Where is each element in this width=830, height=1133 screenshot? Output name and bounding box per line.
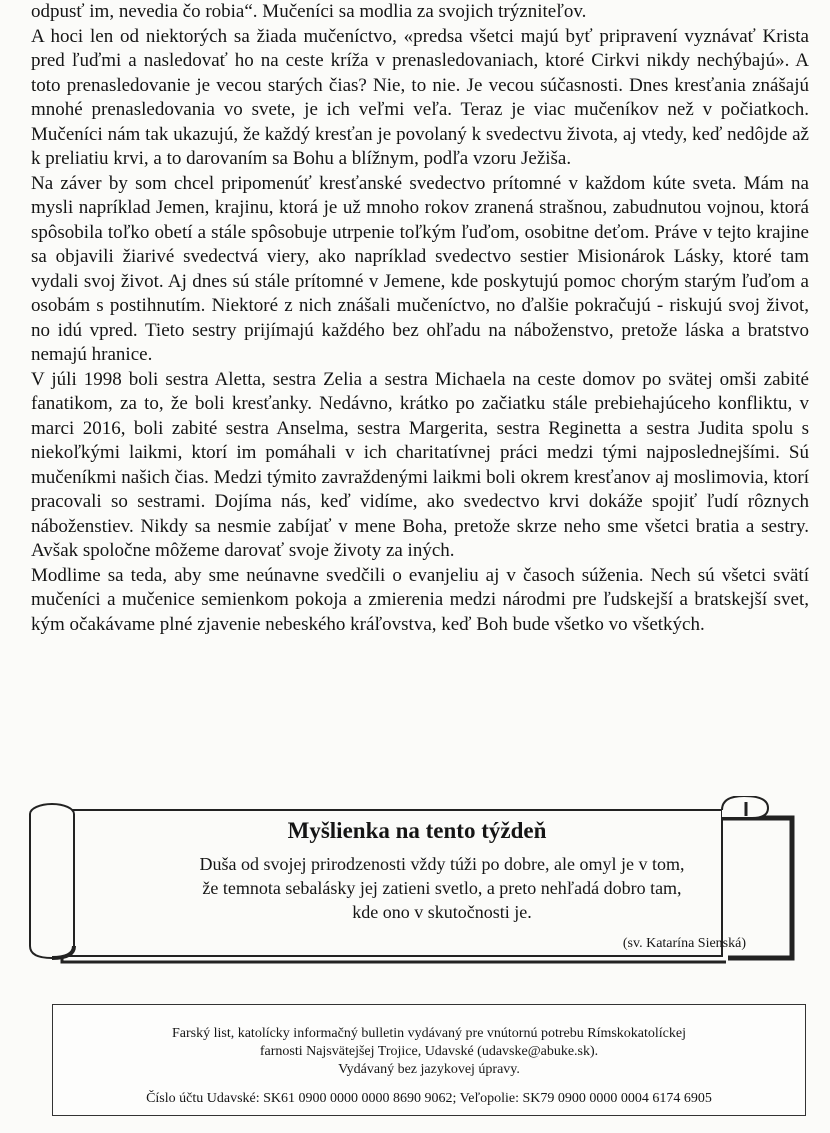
article-paragraph-3: Na záver by som chcel pripomenúť kresťanské svedectvo prítomné v každom kúte sveta. Mám na mysli napríklad Jemen, krajinu, ktorá je už mnoho rokov zranená strašnou, zabudnutou vojnou, ktorá spôsobila toľko obetí a stále spôsobuje utrpenie toľkým ľuďom, osobitne deťom. Práve v tejto krajine sa objavili žiarivé svedectvá viery, ako napríklad svedectvo sestier Misionárok Lásky, ktoré tam vydali svoj život. Aj dnes sú stále prítomné v Jemene, kde poskytujú pomoc chorým starým ľuďom a osobám s postihnutím. Niektoré z nich znášali mučeníctvo, no ďalšie pokračujú - riskujú svoj život, no idú vpred. Tieto sestry prijímajú každého bez ohľadu na náboženstvo, pretože láska a bratstvo nemajú hranice.: [31, 172, 809, 365]
thought-author: (sv. Katarína Sienská): [622, 936, 746, 951]
footer-line-1: Farský list, katolícky informačný bulletin vydávaný pre vnútornú potrebu Rímskokatolíckej: [171, 1026, 686, 1041]
thought-quote-line-1: Duša od svojej prirodzenosti vždy túži po dobre, ale omyl je v tom,: [199, 854, 685, 874]
thought-title: Myšlienka na tento týždeň: [287, 818, 547, 843]
article-paragraph-1: odpusť im, nevedia čo robia“. Mučeníci sa modlia za svojich trýzniteľov.: [31, 1, 587, 22]
article-paragraph-4: V júli 1998 boli sestra Aletta, sestra Zelia a sestra Michaela na ceste domov po svätej omši zabité fanatikom, za to, že boli kresťanky. Nedávno, krátko po začiatku stále prebiehajúceho konfliktu, v marci 2016, boli zabité sestra Anselma, sestra Margerita, sestra Reginetta a sestra Judita spolu s niekoľkými laikmi, ktorí im pomáhali v ich charitatívnej práci medzi tými najposlednejšími. Sú mučeníkmi našich čias. Medzi týmito zavraždenými laikmi boli okrem kresťanov aj moslimovia, ktorí pracovali so sestrami. Dojíma nás, keď vidíme, ako svedectvo krvi dokáže spojiť ľudí rôznych náboženstiev. Nikdy sa nesmie zabíjať v mene Boha, pretože skrze neho sme všetci bratia a sestry. Avšak spoločne môžeme darovať svoje životy za iných.: [31, 368, 809, 561]
article-paragraph-2: A hoci len od niektorých sa žiada mučeníctvo, «predsa všetci majú byť pripravení vyznávať Krista pred ľuďmi a nasledovať ho na ceste kríža v prenasledovaniach, ktoré Cirkvi nikdy nechýbajú». A toto prenasledovanie je vecou starých čias? Nie, to nie. Je vecou súčasnosti. Dnes kresťania znášajú mnohé prenasledovania vo svete, je ich veľmi veľa. Teraz je viac mučeníkov než v počiatkoch. Mučeníci nám tak ukazujú, že každý kresťan je povolaný k svedectvu života, aj vtedy, keď nedôjde až k preliatiu krvi, a to darovaním sa Bohu a blížnym, podľa vzoru Ježiša.: [31, 25, 809, 169]
footer-box: [52, 1004, 806, 1116]
footer-line-2: farnosti Najsvätejšej Trojice, Udavské (udavske@abuke.sk).: [259, 1044, 599, 1059]
footer-line-3: Vydávaný bez jazykovej úpravy.: [338, 1062, 520, 1077]
thought-of-week-scroll: [22, 796, 812, 966]
article-body: [31, 0, 809, 637]
thought-quote-line-3: kde ono v skutočnosti je.: [352, 902, 532, 922]
footer-account-numbers: Číslo účtu Udavské: SK61 0900 0000 0000 8690 9062; Veľopolie: SK79 0900 0000 0004 6174 6905: [146, 1091, 712, 1106]
article-paragraph-5: Modlime sa teda, aby sme neúnavne svedčili o evanjeliu aj v časoch súženia. Nech sú všetci svätí mučeníci a mučenice semienkom pokoja a zmierenia medzi národmi pre ľudskejší a bratskejší svet, kým očakávame plné zjavenie nebeského kráľovstva, keď Boh bude všetko vo všetkých.: [31, 564, 809, 635]
thought-quote-line-2: že temnota sebalásky jej zatieni svetlo, a preto nehľadá dobro tam,: [202, 878, 682, 898]
thought-quote: [142, 852, 742, 924]
